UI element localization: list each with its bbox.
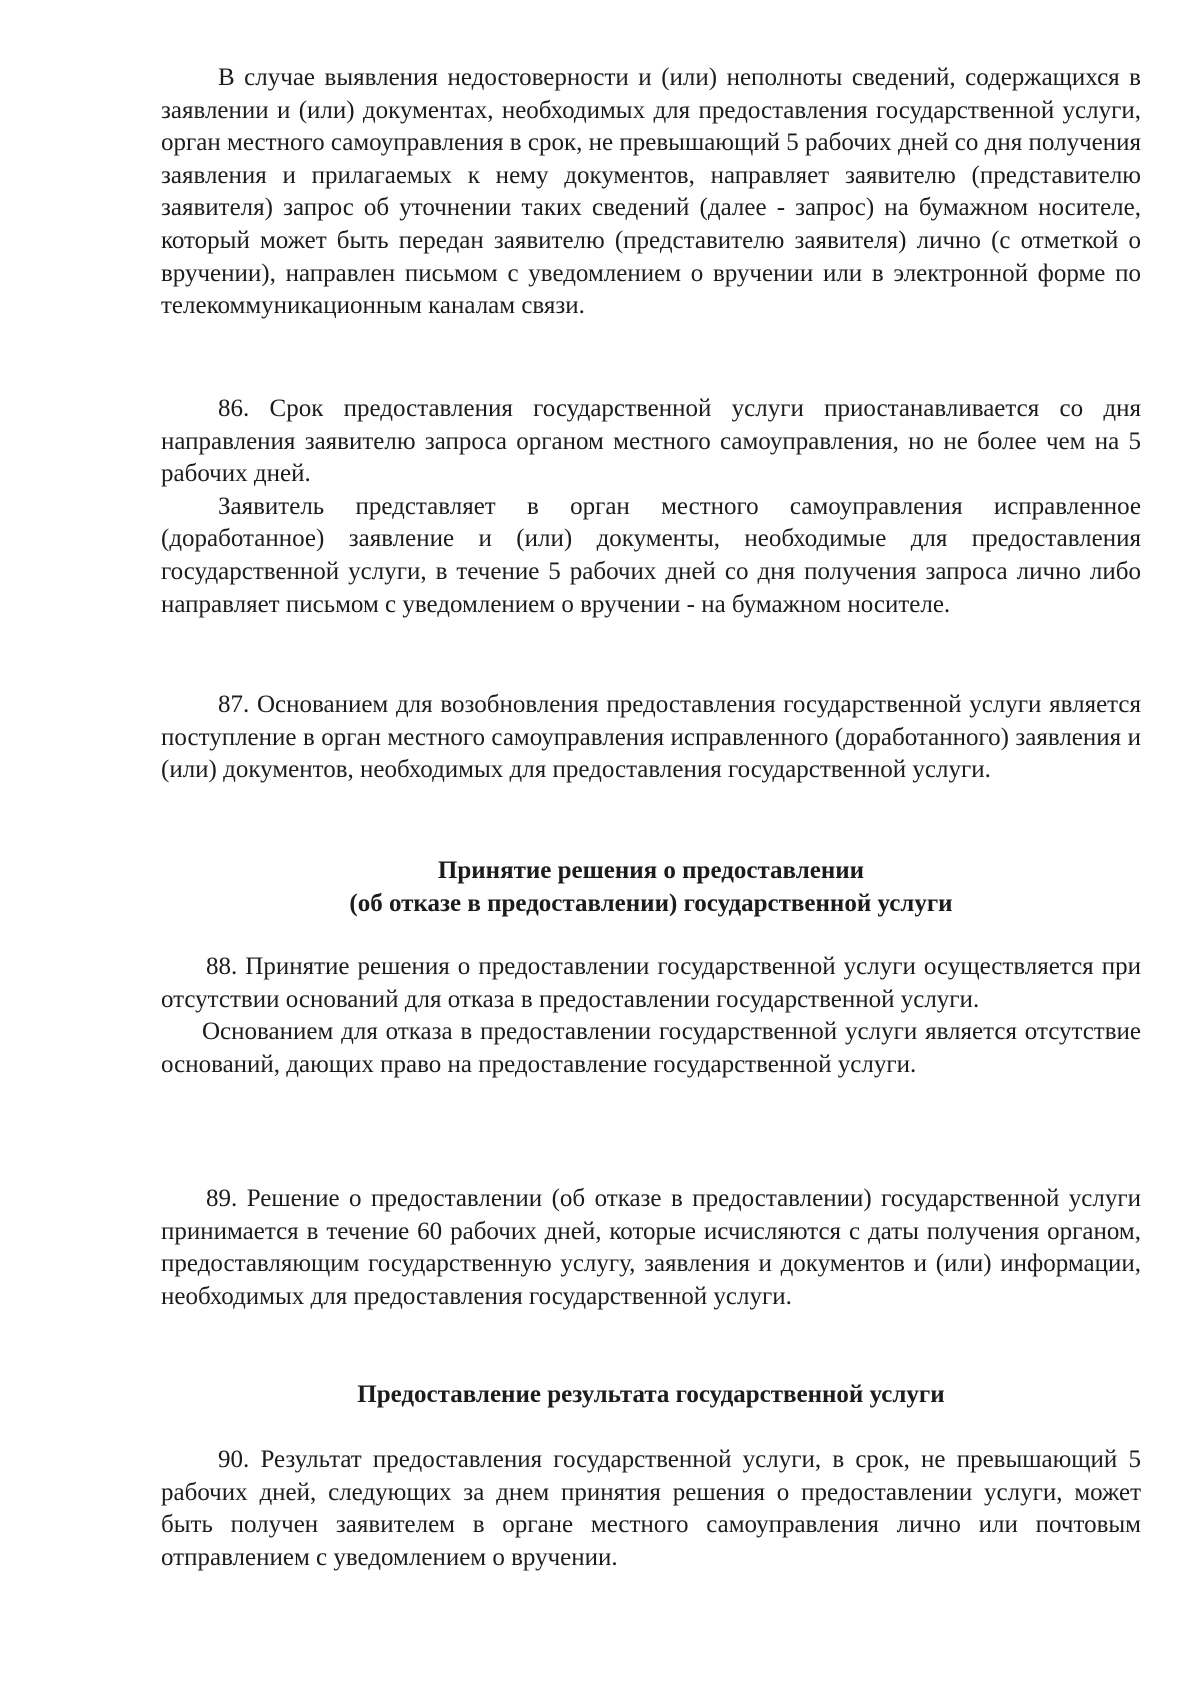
paragraph-89: 89. Решение о предоставлении (об отказе в предоставлении) государственной услуги принимается в течение 60 рабочих дней, которые исчисляются с даты получения органом, предоставляющим государственную услугу, заявления и документов и (или) информации, необходимых для предоставления государственной услуги. [161,1185,1141,1310]
paragraph-block-intro [161,62,1141,323]
section-heading-decision [161,855,1141,920]
paragraph-86-continued: Заявитель представляет в орган местного самоуправления исправленное (доработанное) заявление и (или) документы, необходимые для предоставления государственной услуги, в течение 5 рабочих дней со дня получения запроса лично либо направляет письмом с уведомлением о вручении - на бумажном носителе. [161,492,1141,618]
paragraph-block-87 [161,689,1141,787]
section-heading-result-line: Предоставление результата государственной услуги [357,1381,945,1408]
paragraph-block-90 [161,1444,1141,1574]
paragraph-86: 86. Срок предоставления государственной услуги приостанавливается со дня направления заявителю запроса органом местного самоуправления, но не более чем на 5 рабочих дней. [161,395,1141,488]
paragraph-88: 88. Принятие решения о предоставлении государственной услуги осуществляется при отсутствии оснований для отказа в предоставлении государственной услуги. [161,953,1141,1013]
section-heading-decision-line1: Принятие решения о предоставлении [437,857,865,884]
paragraph-block-89 [161,1183,1141,1313]
paragraph-block-86 [161,393,1141,621]
paragraph-87: 87. Основанием для возобновления предоставления государственной услуги является поступление в орган местного самоуправления исправленного (доработанного) заявления и (или) документов, необходимых для предоставления государственной услуги. [161,691,1141,784]
section-heading-decision-line2: (об отказе в предоставлении) государственной услуги [349,889,953,917]
paragraph-90: 90. Результат предоставления государственной услуги, в срок, не превышающий 5 рабочих дней, следующих за днем принятия решения о предоставлении услуги, может быть получен заявителем в органе местного самоуправления лично или почтовым отправлением с уведомлением о вручении. [161,1446,1141,1571]
section-heading-result [161,1379,1141,1412]
paragraph-block-88 [161,951,1141,1081]
paragraph-88-continued: Основанием для отказа в предоставлении государственной услуги является отсутствие оснований, дающих право на предоставление государственной услуги. [161,1018,1141,1078]
paragraph-intro: В случае выявления недостоверности и (или) неполноты сведений, содержащихся в заявлении и (или) документах, необходимых для предоставления государственной услуги, орган местного самоуправления в срок, не превышающий 5 рабочих дней со дня получения заявления и прилагаемых к нему документов, направляет заявителю (представителю заявителя) запрос об уточнении таких сведений (далее - запрос) на бумажном носителе, который может быть передан заявителю (представителю заявителя) лично (с отметкой о вручении), направлен письмом с уведомлением о вручении или в электронной форме по телекоммуникационным каналам связи. [161,64,1141,320]
